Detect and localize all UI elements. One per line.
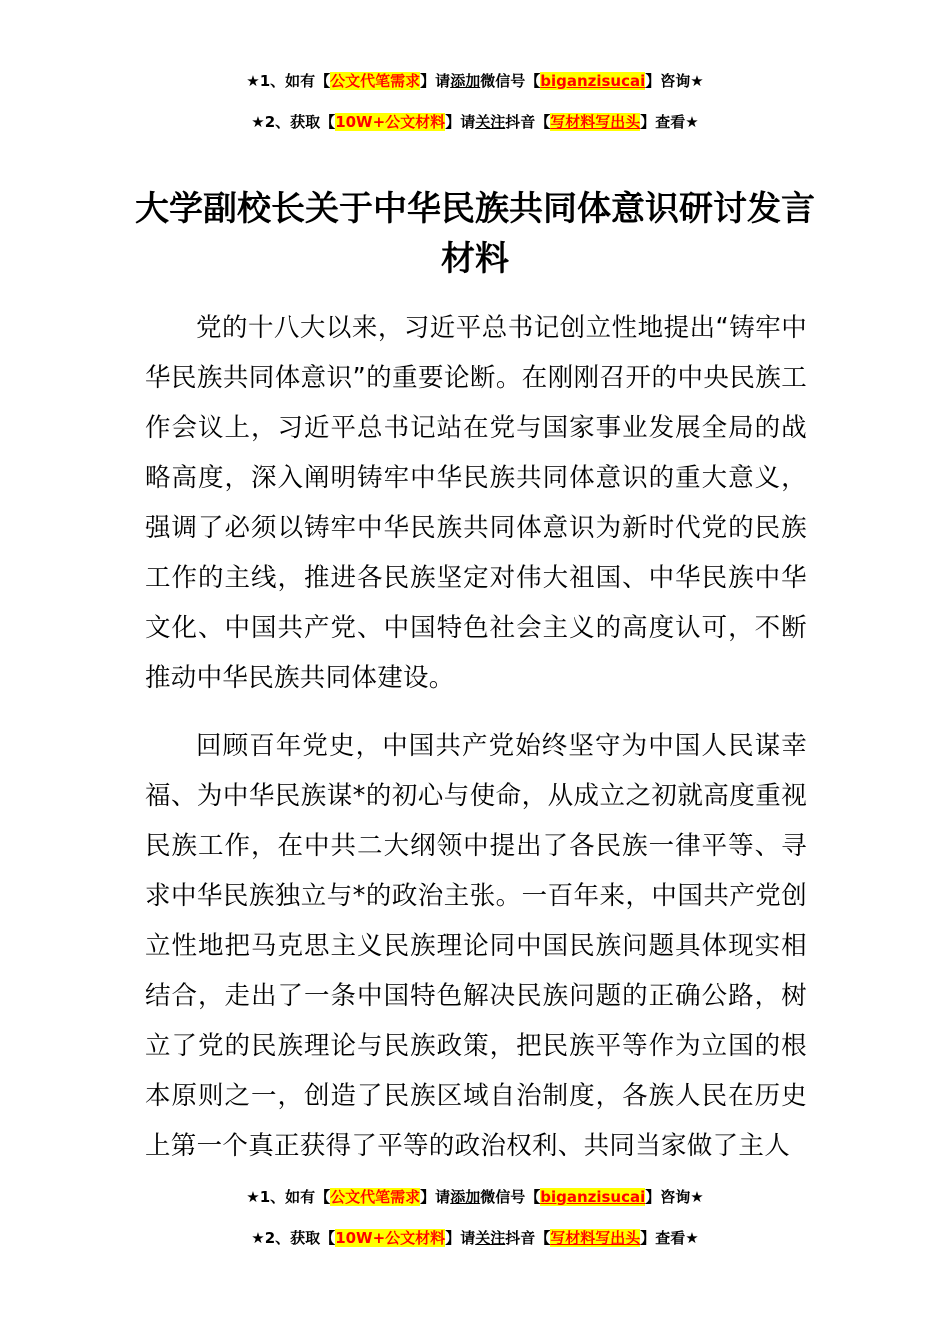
promo-prefix: ★1、如有【 <box>246 72 331 90</box>
header-promo-line-2 <box>0 111 950 133</box>
promo-text: 】请 <box>445 1229 476 1247</box>
promo-text: 微信号【 <box>480 72 541 90</box>
promo-suffix: 】咨询★ <box>645 72 704 90</box>
promo-highlight-service: 公文代笔需求 <box>330 1188 421 1206</box>
promo-underlined-add: 添加 <box>450 72 481 90</box>
promo-text: 】请 <box>445 113 476 131</box>
douyin-account-link[interactable]: 写材料写出头 <box>550 1229 641 1247</box>
header-promo-line-1 <box>0 70 950 92</box>
promo-prefix: ★2、获取【 <box>251 113 336 131</box>
promo-prefix: ★2、获取【 <box>251 1229 336 1247</box>
promo-highlight-service: 公文代笔需求 <box>330 72 421 90</box>
promo-text: 抖音【 <box>505 1229 551 1247</box>
promo-underlined-follow: 关注 <box>475 113 506 131</box>
promo-suffix: 】咨询★ <box>645 1188 704 1206</box>
promo-text: 】请 <box>420 1188 451 1206</box>
promo-highlight-materials: 10W+公文材料 <box>335 1229 446 1247</box>
promo-suffix: 】查看★ <box>640 113 699 131</box>
promo-text: 】请 <box>420 72 451 90</box>
wechat-id-link[interactable]: biganzisucai <box>540 72 646 90</box>
body-paragraph-1: 党的十八大以来，习近平总书记创立性地提出“铸牢中华民族共同体意识”的重要论断。在刚刚召开的中央民族工作会议上，习近平总书记站在党与国家事业发展全局的战略高度，深入阐明铸牢中华民族共同体意识的重大意义，强调了必须以铸牢中华民族共同体意识为新时代党的民族工作的主线，推进各民族坚定对伟大祖国、中华民族中华文化、中国共产党、中国特色社会主义的高度认可，不断推动中华民族共同体建设。 <box>145 313 807 693</box>
footer-promo-line-1 <box>0 1186 950 1208</box>
promo-text: 抖音【 <box>505 113 551 131</box>
promo-suffix: 】查看★ <box>640 1229 699 1247</box>
promo-highlight-materials: 10W+公文材料 <box>335 113 446 131</box>
promo-prefix: ★1、如有【 <box>246 1188 331 1206</box>
document-title: 大学副校长关于中华民族共同体意识研讨发言材料 <box>135 189 815 279</box>
promo-underlined-add: 添加 <box>450 1188 481 1206</box>
wechat-id-link[interactable]: biganzisucai <box>540 1188 646 1206</box>
document-body <box>145 303 807 1189</box>
douyin-account-link[interactable]: 写材料写出头 <box>550 113 641 131</box>
promo-text: 微信号【 <box>480 1188 541 1206</box>
promo-underlined-follow: 关注 <box>475 1229 506 1247</box>
body-paragraph-2: 回顾百年党史，中国共产党始终坚守为中国人民谋幸福、为中华民族谋*的初心与使命，从成立之初就高度重视民族工作，在中共二大纲领中提出了各民族一律平等、寻求中华民族独立与*的政治主张。一百年来，中国共产党创立性地把马克思主义民族理论同中国民族问题具体现实相结合，走出了一条中国特色解决民族问题的正确公路，树立了党的民族理论与民族政策，把民族平等作为立国的根本原则之一，创造了民族区域自治制度，各族人民在历史上第一个真正获得了平等的政治权利、共同当家做了主人 <box>145 731 807 1161</box>
footer-promo-line-2 <box>0 1227 950 1249</box>
